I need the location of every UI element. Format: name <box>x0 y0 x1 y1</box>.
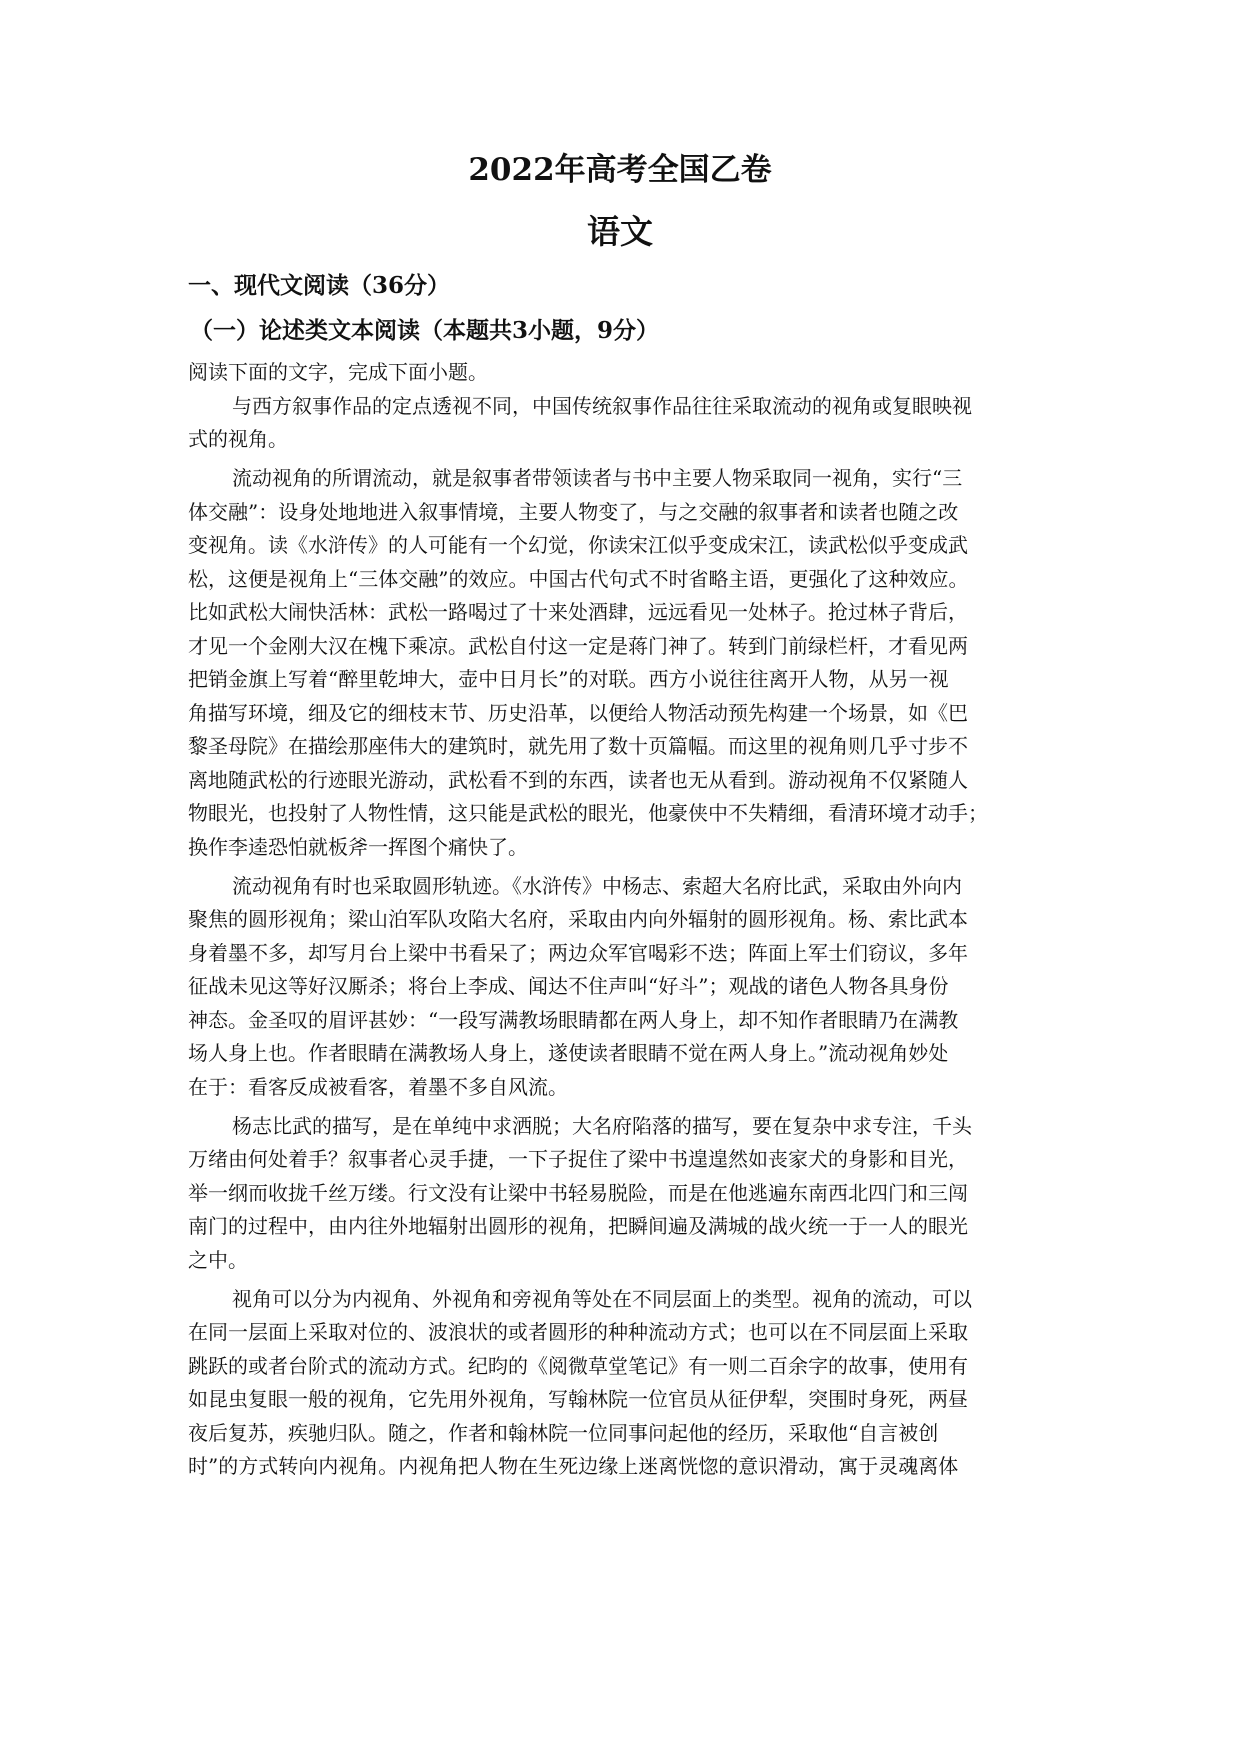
passage-lines <box>188 390 1043 1484</box>
passage-line: 征战未见这等好汉厮杀；将台上李成、闻达不住声叫“好斗”；观战的诸色人物各具身份 <box>188 974 949 998</box>
passage-line: 式的视角。 <box>188 427 288 451</box>
passage-line: 比如武松大闹快活林：武松一路喝过了十来处酒肆，远远看见一处林子。抢过林子背后， <box>188 600 968 624</box>
instruction-text: 阅读下面的文字，完成下面小题。 <box>188 360 488 384</box>
passage-line: 流动视角的所谓流动，就是叙事者带领读者与书中主要人物采取同一视角，实行“三 <box>232 466 963 490</box>
passage-line: 跳跃的或者台阶式的流动方式。纪昀的《阅微草堂笔记》有一则二百余字的故事，使用有 <box>188 1353 968 1378</box>
document-title: 2022年高考全国乙卷 <box>468 152 772 188</box>
passage-line: 流动视角有时也采取圆形轨迹。《水浒传》中杨志、索超大名府比武，采取由外向内 <box>232 873 962 898</box>
passage-line: 场人身上也。作者眼睛在满教场人身上，遂使读者眼睛不觉在两人身上。”流动视角妙处 <box>188 1041 949 1065</box>
subject-title: 语文 <box>587 212 653 251</box>
passage-line: 神态。金圣叹的眉评甚妙：“一段写满教场眼睛都在两人身上，却不知作者眼睛乃在满教 <box>188 1007 959 1032</box>
passage-line: 视角可以分为内视角、外视角和旁视角等处在不同层面上的类型。视角的流动，可以 <box>232 1286 972 1311</box>
passage-line: 时”的方式转向内视角。内视角把人物在生死边缘上迷离恍惚的意识滑动，寓于灵魂离体 <box>188 1454 959 1478</box>
passage-line: 在同一层面上采取对位的、波浪状的或者圆形的种种流动方式；也可以在不同层面上采取 <box>188 1320 968 1344</box>
passage-line: 在于：看客反成被看客，着墨不多自风流。 <box>188 1074 568 1099</box>
passage-line: 角描写环境，细及它的细枝末节、历史沿革，以便给人物活动预先构建一个场景，如《巴 <box>188 700 968 725</box>
passage-line: 聚焦的圆形视角；梁山泊军队攻陷大名府，采取由内向外辐射的圆形视角。杨、索比武本 <box>188 907 968 931</box>
passage-line: 松，这便是视角上“三体交融”的效应。中国古代句式不时省略主语，更强化了这种效应。 <box>188 566 969 591</box>
passage-line: 万绪由何处着手？叙事者心灵手捷，一下子捉住了梁中书遑遑然如丧家犬的身影和目光， <box>188 1147 968 1171</box>
passage-line: 换作李逵恐怕就板斧一挥图个痛快了。 <box>188 834 528 859</box>
passage-line: 南门的过程中，由内往外地辐射出圆形的视角，把瞬间遍及满城的战火统一于一人的眼光 <box>188 1214 968 1238</box>
passage-line: 才见一个金刚大汉在槐下乘凉。武松自付这一定是蒋门神了。转到门前绿栏杆，才看见两 <box>188 633 968 658</box>
passage-line: 身着墨不多，却写月台上梁中书看呆了；两边众军官喝彩不迭；阵面上军士们窃议，多年 <box>188 940 968 965</box>
passage-line: 之中。 <box>188 1247 248 1272</box>
subsection-heading: （一）论述类文本阅读（本题共3小题，9分） <box>190 317 660 344</box>
passage-line: 黎圣母院》在描绘那座伟大的建筑时，就先用了数十页篇幅。而这里的视角则几乎寸步不 <box>188 734 968 758</box>
passage-line: 体交融”：设身处地地进入叙事情境，主要人物变了，与之交融的叙事者和读者也随之改 <box>188 499 959 524</box>
reading-passage <box>188 356 1043 1484</box>
passage-line: 变视角。读《水浒传》的人可能有一个幻觉，你读宋江似乎变成宋江，读武松似乎变成武 <box>188 533 968 557</box>
passage-line: 离地随武松的行迹眼光游动，武松看不到的东西，读者也无从看到。游动视角不仅紧随人 <box>188 767 968 792</box>
passage-line: 杨志比武的描写，是在单纯中求洒脱；大名府陷落的描写，要在复杂中求专注，千头 <box>232 1113 972 1138</box>
passage-line: 如昆虫复眼一般的视角，它先用外视角，写翰林院一位官员从征伊犁，突围时身死，两昼 <box>188 1387 968 1411</box>
section-heading: 一、现代文阅读（36分） <box>188 272 451 299</box>
passage-line: 物眼光，也投射了人物性情，这只能是武松的眼光，他豪侠中不失精细，看清环境才动手； <box>188 801 988 825</box>
passage-line: 举一纲而收拢千丝万缕。行文没有让梁中书轻易脱险，而是在他逃遍东南西北四门和三闯 <box>188 1180 968 1205</box>
passage-line: 与西方叙事作品的定点透视不同，中国传统叙事作品往往采取流动的视角或复眼映视 <box>232 393 972 418</box>
passage-line: 夜后复苏，疾驰归队。随之，作者和翰林院一位同事问起他的经历，采取他“自言被创 <box>188 1420 939 1445</box>
passage-line: 把销金旗上写着“醉里乾坤大，壶中日月长”的对联。西方小说往往离开人物，从另一视 <box>188 667 949 691</box>
